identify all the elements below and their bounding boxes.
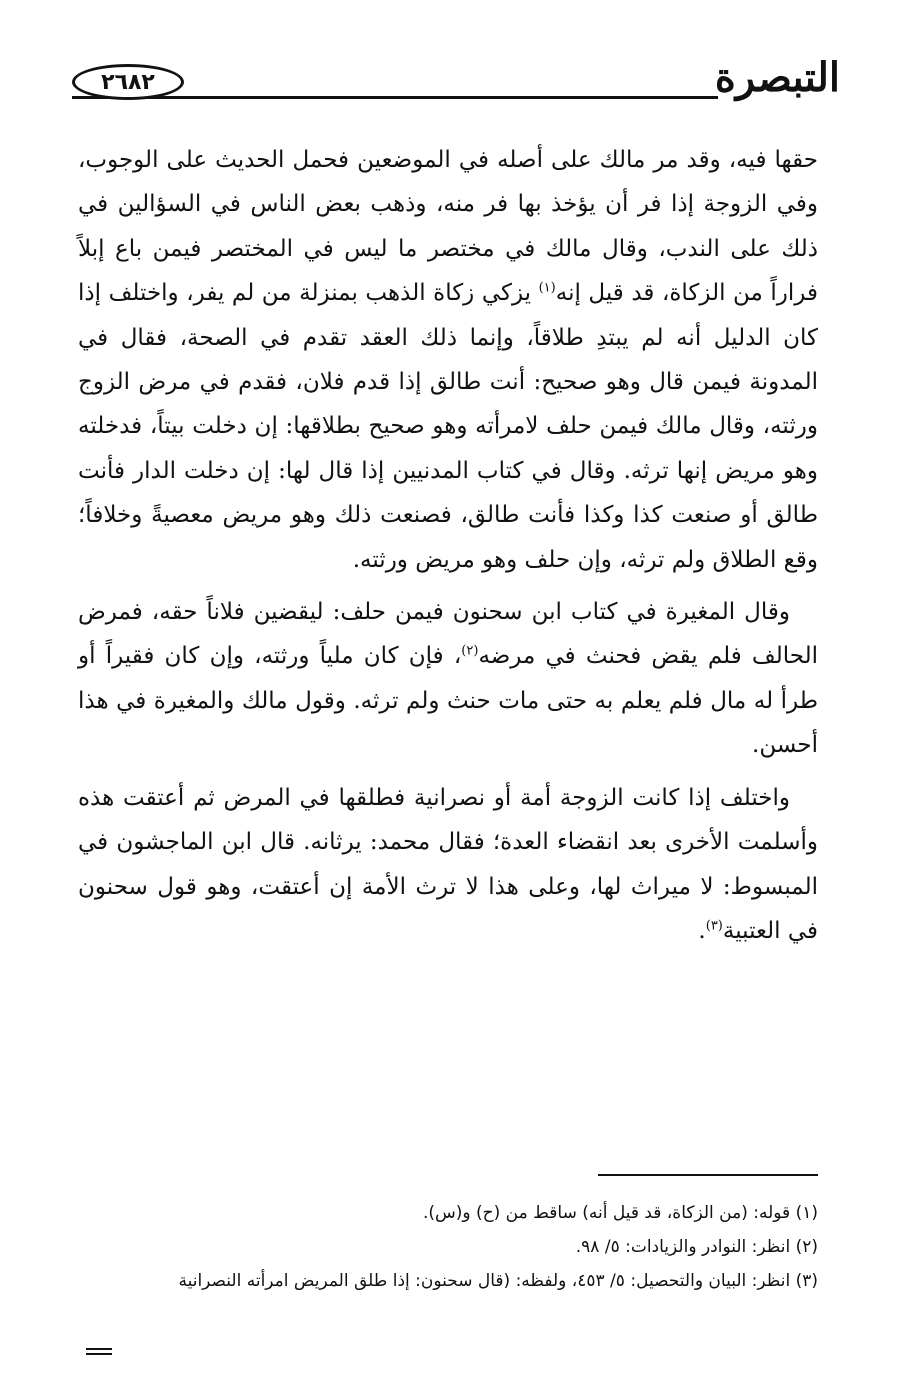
paragraph-3: [78, 776, 818, 954]
page-number: ٢٦٨٢: [101, 69, 155, 95]
main-text: [78, 138, 818, 953]
footnotes: [78, 1196, 818, 1298]
paragraph-2: [78, 590, 818, 768]
paragraph-text: وقال المغيرة في كتاب ابن سحنون فيمن حلف: ليقضين فلاناً حقه، فمرض الحالف فلم يقض فحنث في مرضه: [78, 599, 819, 670]
footnote-ref: (٣): [705, 918, 723, 934]
footnote-ref: (٢): [461, 643, 479, 659]
paragraph-text: حقها فيه، وقد مر مالك على أصله في الموضعين فحمل الحديث على الوجوب، وفي الزوجة إذا فر أن يؤخذ بها فر منه، وذهب بعض الناس في السؤالين في ذلك على الندب، وقال مالك في مختصر ما ليس في المختصر فيمن باع إبلاً فراراً من الزكاة، قد قيل إنه: [78, 147, 818, 307]
page-number-frame: [72, 64, 184, 100]
footnote-item: (٣) انظر: البيان والتحصيل: ٥/ ٤٥٣، ولفظه: (قال سحنون: إذا طلق المريض امرأته النصرانية: [178, 1271, 818, 1291]
paragraph-text: واختلف إذا كانت الزوجة أمة أو نصرانية فطلقها في المرض ثم أعتقت هذه وأسلمت الأخرى بعد انقضاء العدة؛ فقال محمد: يرثانه. قال ابن الماجشون في المبسوط: لا ميراث لها، وعلى هذا لا ترث الأمة إن أعتقت، وهو قول سحنون في العتبية: [78, 784, 818, 944]
header-rule: [72, 96, 718, 99]
footnote-separator: [598, 1174, 818, 1176]
footnote-item: (١) قوله: (من الزكاة، قد قيل أنه) ساقط من (ح) و(س).: [423, 1203, 818, 1223]
paragraph-text: ، فإن كان ملياً ورثته، وإن كان فقيراً أو طرأ له مال فلم يعلم به حتى مات حنث ولم ترثه. وقول مالك والمغيرة في هذا أحسن.: [78, 643, 818, 759]
paragraph-1: [78, 138, 818, 582]
footnote-ref: (١): [538, 280, 556, 296]
continuation-mark: [86, 1348, 112, 1355]
book-title-logo: التبصرة: [714, 54, 840, 101]
paragraph-text: يزكي زكاة الذهب بمنزلة من لم يفر، واختلف إذا كان الدليل أنه لم يبتدِ طلاقاً، وإنما ذلك العقد تقدم في الصحة، فقال في المدونة فيمن قال وهو صحيح: أنت طالق إذا قدم فلان، فقدم في مرض الزوج ورثته، وقال مالك فيمن حلف لامرأته وهو صحيح بطلاقها: إن دخلت بيتاً، فدخلته وهو مريض إنها ترثه. وقال في كتاب المدنيين إذا قال لها: إن دخلت الدار فأنت طالق أو صنعت كذا وكذا فأنت طالق، فصنعت ذلك وهو مريض معصيةً وخلافاً؛ وقع الطلاق ولم ترثه، وإن حلف وهو مريض ورثته.: [78, 280, 818, 573]
page-header: [60, 50, 840, 110]
footnote-item: (٢) انظر: النوادر والزيادات: ٥/ ٩٨.: [575, 1237, 818, 1257]
paragraph-text: .: [698, 917, 706, 944]
